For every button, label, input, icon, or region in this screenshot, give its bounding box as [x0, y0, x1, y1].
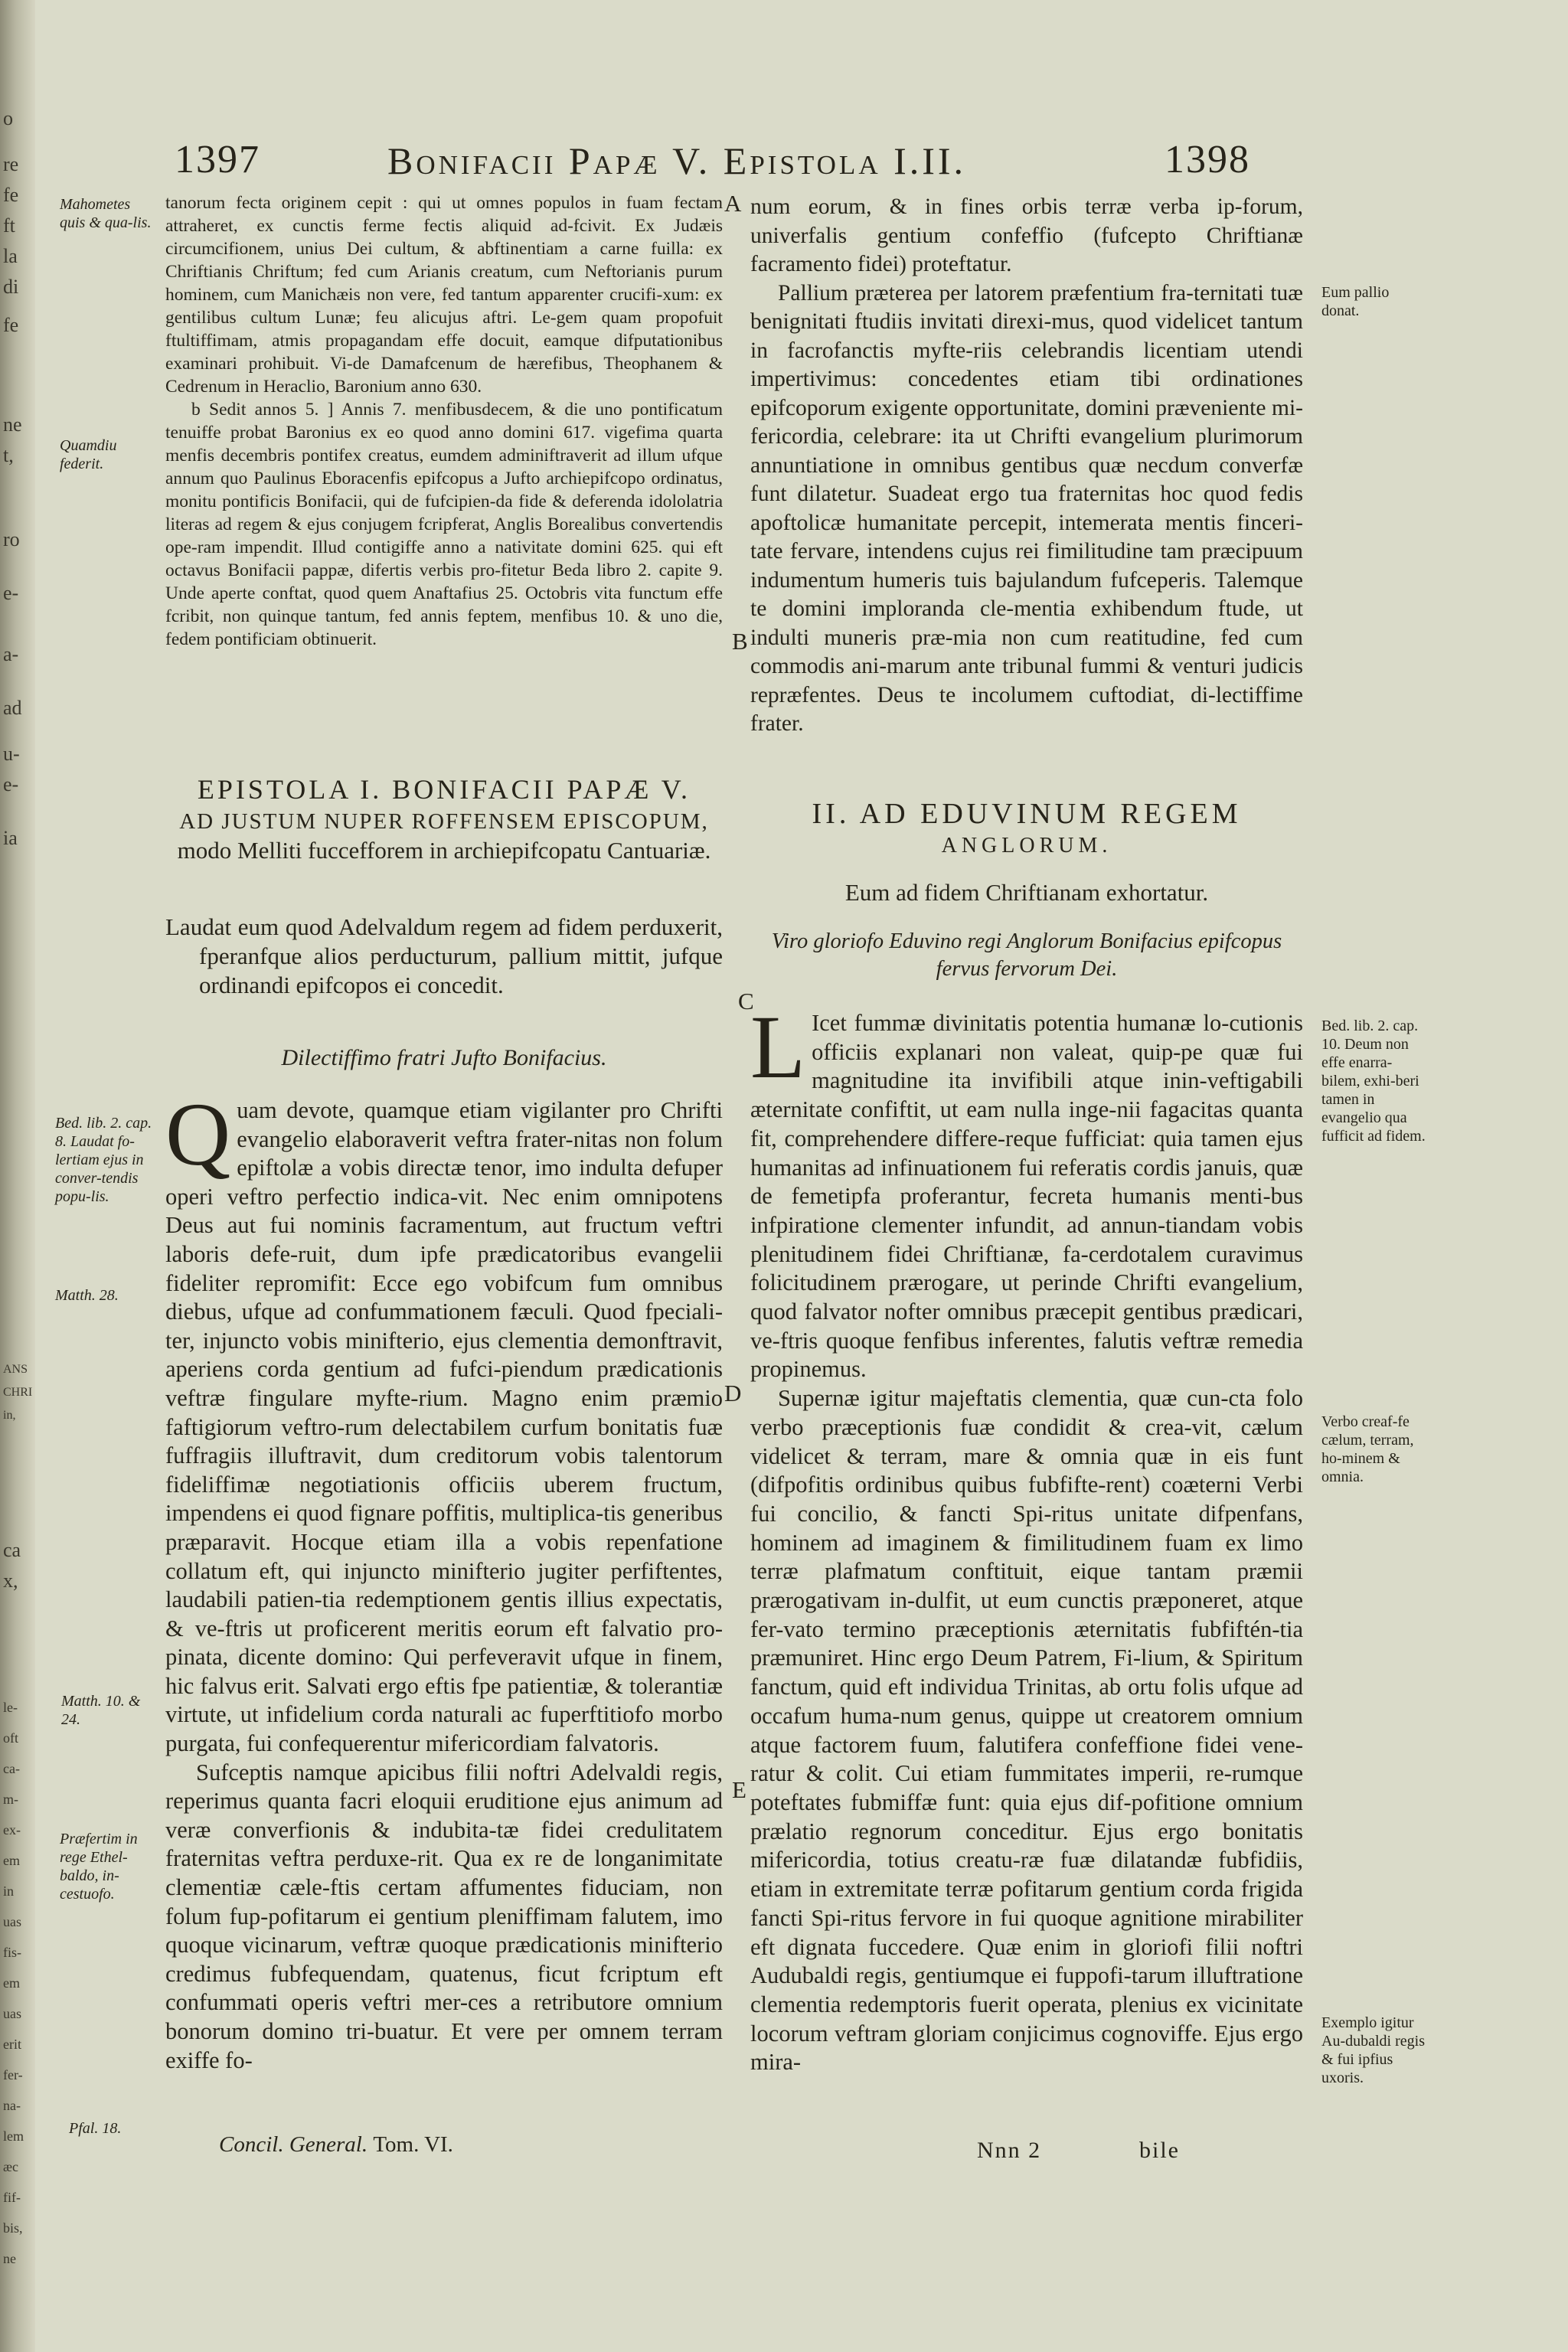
- epistola-1-paragraph-2: Sufceptis namque apicibus filii noftri Adelvaldi regis, reperimus quanta facri eloquii eruditione ejus animum ad veræ converfionis & indubita-tæ fidei credulitatem fraternitas veftra perduxe-rit. Qua ex re de longanimitate clementiæ cæle-ftis certam affumentes fiduciam, non folum fup-pofitarum ei gentium pleniffimam falutem, imo quoque vicinarum, veftræ quoque prædicationis minifterio credimus fubfequendam, quatenus, ficut fcriptum eft confummati operis veftri mer-ces a retributore omnium bonorum domino tri-buatur. Et vere per omnem terram exiffe fo-: [165, 1759, 723, 2073]
- gutter-fragment: em: [3, 1975, 20, 1991]
- epistola-2-paragraph-1: Icet fummæ divinitatis potentia humanæ lo-cutionis officiis explanari non valeat, quip-pe quæ fui magnitudine ita invifibili atque inin-veftigabili æternitate confiftit, ut eam nulla inge-nii fagacitas quanta fit, comprehendere differe-reque fufficiat: quia tamen ejus humanitas ad infinuationem fui referatis cordis januis, quæ de femetipfa proferantur, fecreta humanis menti-bus infpiratione clementer infundit, ad annun-tiandam vobis plenitudinem fidei Chriftianæ, fa-cerdotalem curavimus folicitudinem prærogare, ut perinde Chrifti evangelium, quod falvator nofter omnibus præcepit gentibus prædicari, ve-ftris quoque fenfibus inferentes, falutis veftræ remedia propinemus.: [750, 1010, 1303, 1383]
- gutter-fragment: re: [3, 153, 19, 175]
- catchword: bile: [1139, 2138, 1180, 2163]
- epistola-1-continuation: [750, 193, 1303, 739]
- gutter-fragment: ia: [3, 827, 18, 849]
- gutter-fragment: na-: [3, 2098, 21, 2113]
- margin-note-right: Verbo creaf-fe cælum, terram, ho-minem & omnia.: [1321, 1413, 1414, 1485]
- drop-cap: L: [750, 997, 806, 1097]
- gutter-fragment: la: [3, 245, 18, 267]
- footer-volume: [219, 2132, 453, 2158]
- epistola-2-paragraph-2: Supernæ igitur majeftatis clementia, quæ cun-cta folo verbo præceptionis fuæ condidit & crea-vit, cælum videlicet & terram, mare & omnia quæ in eis funt (difpofitis ordinibus quibus fubfifte-rent) coæterni Verbi fui concilio, & fancti Spi-ritus unitate difpenfans, hominem ad imaginem & fimilitudinem fuam ex limo terræ plafmatum conftituit, eique tantam præmii prærogativam in-dulfit, ut eum cunctis præponeret, atque fer-vato termino præceptionis æternitatis fubfiftén-tia præmuniret. Hinc ergo Deum Patrem, Fi-lium, & Spiritum fanctum, quid eft individua Trinitas, ab ortu folis ufque ad occafum huma-num genus, quippe ut creatorem omnium atque factorem fuum, falutifera confeffione fidei vene-ratur & colit. Cui etiam fummitates imperii, re-rumque poteftates fubmiffæ funt: quia ejus dif-pofitione omnium prælatio regnorum conceditur. Ejus ergo bonitatis mifericordia, totius creatu-ræ fuæ dilatandæ fubfidiis, etiam in extremitate terræ pofitarum gentium corda frigida fancti Spi-ritus fervore in fui quoque agnitione mirabiliter eft dignata fuccedere. Quæ enim in gloriofi filii noftri Audubaldi regis, gentiumque ei fuppofi-tarum illuftratione clementia redemptoris fuerit operata, plenius ex vicinitate locorum veftram gloriam conjicimus cognoviffe. Ejus ergo mira-: [750, 1385, 1303, 2076]
- margin-note-left: Præfertim in rege Ethel-baldo, in-cestuofo.: [60, 1831, 138, 1903]
- section-letter: C: [738, 988, 754, 1014]
- gutter-fragment: oft: [3, 1730, 18, 1746]
- signature-mark: Nnn 2: [977, 2138, 1042, 2163]
- epistola-2-body: [750, 997, 1303, 2077]
- gutter-fragment: ft: [3, 214, 15, 237]
- gutter-fragment: ne: [3, 413, 22, 436]
- gutter-fragment: fif-: [3, 2190, 21, 2205]
- gutter-fragment: ne: [3, 2251, 16, 2266]
- epistola-1-summary: Laudat eum quod Adelvaldum regem ad fidem perduxerit, fperanfque alios perducturum, pallium mittit, jufque ordinandi epifcopos ei concedit.: [165, 913, 723, 998]
- gutter-fragment: ANS: [3, 1363, 28, 1376]
- gutter-fragment: fe: [3, 184, 19, 206]
- footer-title: Concil. General.: [219, 2132, 368, 2157]
- gutter-fragment: ca-: [3, 1761, 20, 1776]
- epistola-1-addressee: AD JUSTUM NUPER ROFFENSEM EPISCOPUM,: [179, 809, 709, 834]
- gutter-fragment: ro: [3, 528, 20, 550]
- epistola-1-addressee-line2: modo Melliti fuccefforem in archiepifcopatu Cantuariæ.: [177, 837, 711, 864]
- margin-note-right: Exemplo igitur Au-dubaldi regis & fui ipfius uxoris.: [1321, 2014, 1425, 2086]
- gutter-fragment: a-: [3, 643, 19, 665]
- gutter-fragment: ca: [3, 1539, 21, 1561]
- margin-note-right: Bed. lib. 2. cap. 10. Deum non effe enarra-bilem, exhi-beri tamen in evangelio qua fufficit ad fidem.: [1321, 1018, 1426, 1145]
- gutter-fragment: lem: [3, 2128, 24, 2144]
- drop-cap: Q: [165, 1084, 231, 1184]
- epistola-2-heading: [750, 796, 1303, 861]
- gutter-fragment: di: [3, 276, 19, 298]
- gutter-fragment: m-: [3, 1792, 18, 1807]
- epistola-1-title: EPISTOLA I. BONIFACII PAPÆ V.: [197, 774, 691, 805]
- margin-note-left: Matth. 28.: [55, 1287, 119, 1304]
- gutter-fragment: o: [3, 107, 13, 129]
- gutter-fragment: uas: [3, 1914, 21, 1929]
- note-paragraph: b Sedit annos 5. ] Annis 7. menfibusdecem, & die uno pontificatum tenuiffe probat Baronius ex eo quod anno domini 617. vigefima quarta menfis decembris pontifex creatus, eumdem adminiftraverit ad illum ufque annum quo Paulinus Eboracenfis epifcopus a Jufto archiepifcopo ordinatus, monitu pontificis Bonifacii, qui de fufcipien-da fide & deferenda idololatria literas ad regem & ejus conjugem fcripferat, Anglis Borealibus convertendis ope-ram impendit. Illud contigiffe anno a nativitate domini 625. qui eft octavus Bonifacii pappæ, difertis verbis pro-fitetur Beda libro 2. capite 9. Unde aperte conftat, quod quem Anaftafius 25. Octobris vita functum effe fcribit, non quinque tantum, fed annis feptem, menfibus 10. & uno die, fedem pontificiam obtinuerit.: [165, 400, 723, 649]
- margin-note-left: Mahometes quis & qua-lis.: [60, 196, 152, 231]
- margin-note-left: Pfal. 18.: [69, 2120, 122, 2137]
- gutter-fragment: æc: [3, 2159, 18, 2174]
- epistola-1-paragraph-1: uam devote, quamque etiam vigilanter pro Chrifti evangelio elaboraverit veftra frater-nitas non folum epiftolæ a vobis directæ tenor, imo indulta defuper operi veftro perfectio indica-vit. Nec enim omnipotens Deus aut fui nominis facramentum, aut fructum veftri laboris defe-ruit, dum ipfe prædicatoribus evangelii fideliter repromifit: Ecce ego vobifcum fum omnibus diebus, ufque ad confummationem fæculi. Quod fpeciali-ter, injuncto vobis minifterio, ejus clementia demonftravit, aperiens corda gentium ad fufci-piendum prædicationis veftræ fingulare myfte-rium. Magno enim præmio faftigiorum veftro-rum delectabilem curfum bonitatis fuæ fuffragiis illuftravit, dum creditorum vobis talentorum fideliffimæ negotiationis officiis uberem fructum, impendens ei quod fignare poffitis, multiplica-tis generibus præparavit. Hocque etiam illa a vobis repenfatione collatum eft, qui injuncto minifterio jugiter perfiftentes, laudabili patien-tia redemptionem gentis illius expectatis, & ve-ftris ut proficerent meritis eorum eft falvatio pro-pinata, dicente domino: Qui perfeveravit ufque in finem, hic falvus erit. Salvati ergo eftis fpe patientiæ, & tolerantiæ virtute, ut infidelium corda naturali ac fuperftitiofo morbo purgata, fui confequerentur mifericordiam falvatoris.: [165, 1097, 723, 1757]
- signature-line: [977, 2138, 1180, 2164]
- note-paragraph: tanorum fecta originem cepit : qui ut omnes populos in fuam fectam attraheret, ex cunctis ferme fectis aliquid ad-fcivit. Ex Judæis circumcifionem, unius Dei cultum, & abftinentiam a carne fuilla: ex Chriftianis Chriftum; fed cum Arianis creatum, cum Neftorianis purum hominem, cum Manichæis non vere, fed tantum apparenter crucifi-xum: ex gentilibus cultum Lunæ; feu alicujus aftri. Le-gem quam propofuit ftultiffimam, atmis propagandam effe docuit, eamque difputationibus examinari prohibuit. Vi-de Damafcenum de hærefibus, Theophanem & Cedrenum in Heraclio, Baronium anno 630.: [165, 193, 723, 397]
- epistola-2-summary: Eum ad fidem Chriftianam exhortatur.: [844, 879, 1209, 906]
- gutter-fragment: bis,: [3, 2220, 23, 2236]
- gutter-fragment: e-: [3, 582, 19, 604]
- gutter-fragment: in: [3, 1883, 15, 1899]
- gutter-fragment: fer-: [3, 2067, 23, 2082]
- footer-tome: Tom. VI.: [373, 2132, 453, 2157]
- epistola-2-salutation: Viro gloriofo Eduvino regi Anglorum Bonifacius epifcopus fervus fervorum Dei.: [771, 929, 1282, 981]
- epistola-1-heading: [165, 772, 723, 865]
- section-letter: A: [724, 190, 742, 217]
- gutter-fragment: ex-: [3, 1822, 21, 1838]
- book-page: [35, 0, 1568, 2352]
- gutter-fragment: erit: [3, 2037, 21, 2052]
- section-letter: B: [732, 628, 748, 655]
- running-title: Bonifacii Papæ V. Epistola I.II.: [387, 139, 967, 182]
- running-head: [35, 134, 1568, 188]
- epistola-1-body: [165, 1084, 723, 2075]
- gutter-fragment: t,: [3, 444, 14, 466]
- margin-note-left: Matth. 10. & 24.: [61, 1693, 141, 1728]
- gutter-fragment: fis-: [3, 1945, 21, 1960]
- gutter-fragment: em: [3, 1853, 20, 1868]
- gutter-fragment: ad: [3, 697, 22, 719]
- margin-note-left: Bed. lib. 2. cap. 8. Laudat fo-lertiam ejus in conver-tendis popu-lis.: [55, 1115, 152, 1205]
- margin-note-left: Quamdiu federit.: [60, 437, 117, 472]
- gutter-fragment: CHRI: [3, 1386, 33, 1399]
- gutter-fragment: uas: [3, 2006, 21, 2021]
- page-number-right: 1398: [1165, 138, 1250, 181]
- page-number-left: 1397: [175, 138, 260, 181]
- gutter-fragment: e-: [3, 773, 19, 795]
- margin-note-right: Eum pallio donat.: [1321, 284, 1390, 319]
- epistola-2-title: II. AD EDUVINUM REGEM: [812, 798, 1242, 830]
- gutter-fragment: in,: [3, 1409, 16, 1422]
- gutter-fragment: fe: [3, 314, 19, 336]
- epistola-2-subtitle: ANGLORUM.: [941, 834, 1112, 858]
- commentary-notes: [165, 191, 723, 651]
- gutter-fragment: x,: [3, 1570, 18, 1592]
- continuation-paragraph: Pallium præterea per latorem præfentium fra-ternitati tuæ benignitati ftudiis invitati direxi-mus, quod videlicet tantum in facrofanctis myfte-riis celebrandis licentiam utendi impertivimus: concedentes etiam tibi ordinationes epifcoporum exigente opportunitate, domini præveniente mi-fericordia, celebrare: ita ut Chrifti evangelium plurimorum annuntiatione in omnibus gentibus quæ necdum converfæ funt dilatetur. Suadeat ergo tua fraternitas hoc quod fedis apoftolicæ humanitate percepit, intemerata mentis finceri-tate fervare, intendens cujus rei fimilitudine tam præcipuum indumentum humeris tuis bajulandum fufceperis. Talemque te domini imploranda cle-mentia exhibendum ftude, ut indulti muneris præ-mia non cum reatitudine, fed cum commodis ani-marum ante tribunal fummi & venturi judicis repræfentes. Deus te incolumem cuftodiat, di-lectiffime frater.: [750, 280, 1303, 736]
- continuation-paragraph: num eorum, & in fines orbis terræ verba ip-forum, univerfalis gentium confeffio (fufcepto Chriftianæ facramento fidei) proteftatur.: [750, 194, 1303, 276]
- gutter-fragment: u-: [3, 743, 20, 765]
- epistola-1-salutation: Dilectiffimo fratri Jufto Bonifacius.: [281, 1045, 607, 1070]
- gutter-fragment: le-: [3, 1700, 18, 1715]
- binding-gutter: [0, 0, 35, 2352]
- section-letter: D: [724, 1380, 742, 1406]
- section-letter: E: [732, 1776, 746, 1803]
